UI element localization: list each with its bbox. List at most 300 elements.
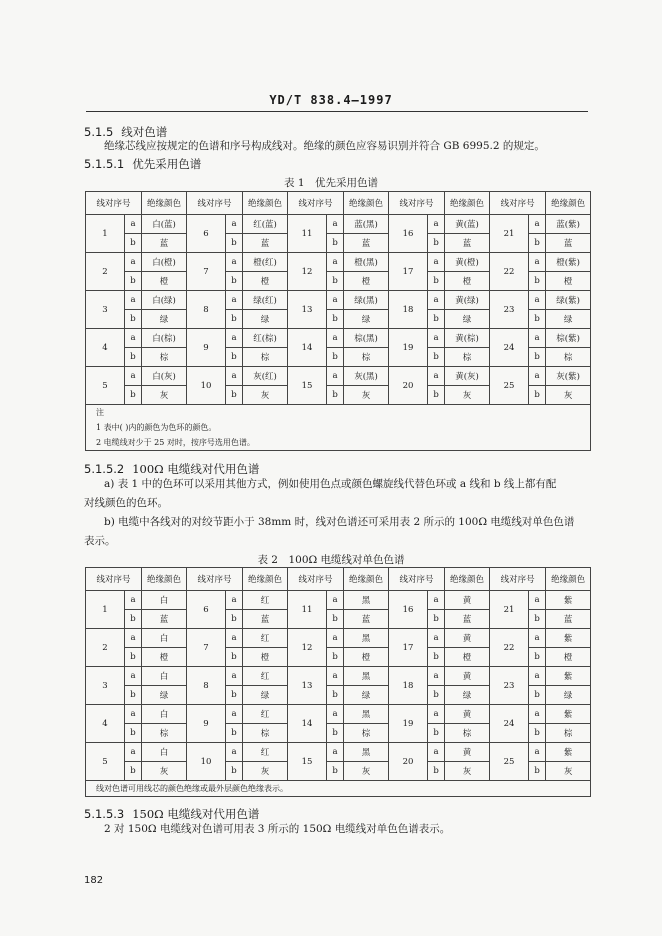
wire-a-label: a — [125, 291, 142, 310]
section-title: 优先采用色谱 — [132, 157, 202, 171]
wire-a-color: 黄(灰) — [445, 367, 490, 386]
wire-a-color: 紫 — [546, 743, 591, 762]
para-a-line2: 对线颜色的色环。 — [84, 497, 168, 509]
pair-number-cell: 17 — [389, 253, 428, 291]
wire-b-label: b — [529, 686, 546, 705]
section-number: 5.1.5.3 — [84, 807, 125, 821]
wire-b-label: b — [529, 234, 546, 253]
wire-a-label: a — [125, 743, 142, 762]
wire-b-label: b — [226, 272, 243, 291]
wire-b-label: b — [327, 386, 344, 405]
wire-b-label: b — [327, 234, 344, 253]
wire-b-color: 橙 — [142, 272, 187, 291]
pair-number-cell: 6 — [187, 591, 226, 629]
para-b-line2: 表示。 — [84, 535, 116, 547]
wire-a-label: a — [327, 367, 344, 386]
table-row — [86, 215, 591, 234]
wire-b-label: b — [428, 648, 445, 667]
pair-number-cell: 17 — [389, 629, 428, 667]
wire-a-color: 黄 — [445, 629, 490, 648]
pair-number-cell: 3 — [86, 667, 125, 705]
wire-b-color: 蓝 — [546, 610, 591, 629]
wire-b-color: 棕 — [344, 724, 389, 743]
wire-a-label: a — [529, 629, 546, 648]
wire-b-color: 棕 — [142, 348, 187, 367]
wire-a-color: 橙(红) — [243, 253, 288, 272]
section-number: 5.1.5 — [84, 125, 114, 139]
wire-a-color: 绿(红) — [243, 291, 288, 310]
pair-number-cell: 15 — [288, 743, 327, 781]
wire-b-color: 蓝 — [445, 610, 490, 629]
pair-number-cell: 20 — [389, 743, 428, 781]
wire-b-color: 橙 — [243, 272, 288, 291]
wire-a-label: a — [529, 667, 546, 686]
pair-number-cell: 7 — [187, 629, 226, 667]
wire-b-label: b — [327, 648, 344, 667]
wire-a-color: 黄 — [445, 743, 490, 762]
wire-b-color: 棕 — [445, 724, 490, 743]
para-b-line1: b) 电缆中各线对的对绞节距小于 38mm 时，线对色谱还可采用表 2 所示的 100Ω 电缆线对单色色谱 — [104, 516, 575, 528]
wire-a-label: a — [529, 743, 546, 762]
wire-a-label: a — [529, 215, 546, 234]
wire-b-color: 绿 — [546, 310, 591, 329]
pair-number-cell: 25 — [490, 743, 529, 781]
wire-b-color: 灰 — [344, 762, 389, 781]
wire-a-label: a — [125, 215, 142, 234]
wire-b-color: 棕 — [243, 348, 288, 367]
wire-a-color: 蓝(紫) — [546, 215, 591, 234]
wire-b-color: 绿 — [344, 310, 389, 329]
section-5-1-5-3-text: 2 对 150Ω 电缆线对色谱可用表 3 所示的 150Ω 电缆线对单色色谱表示。 — [104, 823, 451, 835]
table-row — [86, 253, 591, 272]
pair-number-cell: 4 — [86, 329, 125, 367]
wire-a-color: 红 — [243, 743, 288, 762]
wire-b-label: b — [226, 386, 243, 405]
wire-b-label: b — [529, 724, 546, 743]
pair-number-cell: 19 — [389, 705, 428, 743]
col-header-pair-number: 线对序号 — [288, 192, 344, 215]
wire-b-color: 绿 — [445, 310, 490, 329]
wire-b-label: b — [428, 348, 445, 367]
wire-a-label: a — [327, 743, 344, 762]
pair-number-cell: 6 — [187, 215, 226, 253]
col-header-pair-number: 线对序号 — [86, 192, 142, 215]
wire-a-label: a — [529, 705, 546, 724]
wire-b-label: b — [529, 762, 546, 781]
wire-b-label: b — [428, 724, 445, 743]
table-row — [86, 629, 591, 648]
table-note — [86, 405, 591, 451]
pair-number-cell: 2 — [86, 629, 125, 667]
wire-b-color: 灰 — [142, 386, 187, 405]
pair-number-cell: 12 — [288, 253, 327, 291]
section-title: 线对色谱 — [121, 125, 168, 139]
wire-b-label: b — [428, 686, 445, 705]
wire-b-color: 橙 — [546, 272, 591, 291]
wire-b-label: b — [327, 724, 344, 743]
pair-number-cell: 24 — [490, 329, 529, 367]
wire-a-label: a — [125, 705, 142, 724]
wire-a-label: a — [428, 629, 445, 648]
wire-a-label: a — [226, 253, 243, 272]
wire-b-label: b — [125, 648, 142, 667]
wire-b-label: b — [125, 348, 142, 367]
col-header-pair-number: 线对序号 — [288, 568, 344, 591]
wire-b-color: 蓝 — [243, 234, 288, 253]
wire-b-label: b — [125, 272, 142, 291]
pair-number-cell: 11 — [288, 591, 327, 629]
wire-b-color: 绿 — [445, 686, 490, 705]
wire-a-label: a — [428, 705, 445, 724]
col-header-insulation-color: 绝缘颜色 — [344, 568, 389, 591]
pair-number-cell: 1 — [86, 591, 125, 629]
col-header-pair-number: 线对序号 — [86, 568, 142, 591]
para-a-line1: a) 表 1 中的色环可以采用其他方式，例如使用色点或颜色螺旋线代替色环或 a 线和 b 线上都有配 — [104, 478, 557, 490]
wire-b-color: 棕 — [546, 724, 591, 743]
pair-number-cell: 2 — [86, 253, 125, 291]
wire-b-label: b — [428, 610, 445, 629]
table-row — [86, 743, 591, 762]
wire-b-label: b — [428, 762, 445, 781]
wire-b-color: 棕 — [546, 348, 591, 367]
wire-b-label: b — [529, 272, 546, 291]
wire-b-label: b — [428, 310, 445, 329]
pair-number-cell: 1 — [86, 215, 125, 253]
section-5-1-5-1-heading — [84, 156, 201, 172]
col-header-insulation-color: 绝缘颜色 — [243, 192, 288, 215]
wire-b-label: b — [226, 610, 243, 629]
wire-a-color: 白(蓝) — [142, 215, 187, 234]
wire-b-label: b — [327, 610, 344, 629]
pair-number-cell: 25 — [490, 367, 529, 405]
pair-number-cell: 10 — [187, 367, 226, 405]
wire-a-label: a — [428, 253, 445, 272]
wire-b-color: 棕 — [142, 724, 187, 743]
wire-a-color: 棕(紫) — [546, 329, 591, 348]
wire-a-label: a — [428, 215, 445, 234]
wire-b-label: b — [529, 348, 546, 367]
wire-b-color: 橙 — [445, 648, 490, 667]
wire-a-color: 蓝(黑) — [344, 215, 389, 234]
pair-number-cell: 22 — [490, 253, 529, 291]
wire-a-color: 白(灰) — [142, 367, 187, 386]
wire-a-label: a — [529, 329, 546, 348]
pair-number-cell: 19 — [389, 329, 428, 367]
table-row — [86, 705, 591, 724]
pair-number-cell: 13 — [288, 667, 327, 705]
pair-number-cell: 11 — [288, 215, 327, 253]
wire-a-label: a — [428, 367, 445, 386]
section-title: 150Ω 电缆线对代用色谱 — [132, 807, 260, 821]
col-header-insulation-color: 绝缘颜色 — [445, 568, 490, 591]
table-header-row — [86, 568, 591, 591]
pair-number-cell: 18 — [389, 667, 428, 705]
wire-a-label: a — [125, 591, 142, 610]
pair-number-cell: 12 — [288, 629, 327, 667]
wire-a-label: a — [529, 591, 546, 610]
wire-a-color: 黑 — [344, 629, 389, 648]
wire-b-color: 蓝 — [142, 234, 187, 253]
wire-b-color: 蓝 — [142, 610, 187, 629]
wire-a-label: a — [327, 667, 344, 686]
wire-b-label: b — [125, 724, 142, 743]
wire-a-label: a — [125, 329, 142, 348]
wire-a-color: 黄 — [445, 591, 490, 610]
wire-a-color: 灰(紫) — [546, 367, 591, 386]
table-row — [86, 591, 591, 610]
wire-b-color: 绿 — [344, 686, 389, 705]
wire-b-color: 蓝 — [243, 610, 288, 629]
wire-a-label: a — [327, 329, 344, 348]
wire-b-label: b — [327, 762, 344, 781]
wire-b-label: b — [226, 686, 243, 705]
pair-number-cell: 20 — [389, 367, 428, 405]
table-row — [86, 667, 591, 686]
table2-caption: 表 2 100Ω 电缆线对单色色谱 — [257, 554, 405, 566]
wire-a-color: 黑 — [344, 705, 389, 724]
wire-a-color: 灰(黑) — [344, 367, 389, 386]
wire-b-color: 橙 — [344, 272, 389, 291]
wire-a-color: 黄(绿) — [445, 291, 490, 310]
wire-a-label: a — [428, 291, 445, 310]
pair-number-cell: 8 — [187, 667, 226, 705]
wire-a-label: a — [226, 667, 243, 686]
wire-a-label: a — [327, 591, 344, 610]
wire-b-color: 橙 — [243, 648, 288, 667]
wire-b-label: b — [529, 610, 546, 629]
pair-number-cell: 18 — [389, 291, 428, 329]
wire-b-label: b — [125, 686, 142, 705]
wire-a-label: a — [327, 253, 344, 272]
table-row — [86, 291, 591, 310]
wire-b-color: 绿 — [243, 686, 288, 705]
col-header-pair-number: 线对序号 — [389, 568, 445, 591]
wire-b-label: b — [125, 386, 142, 405]
pair-number-cell: 16 — [389, 215, 428, 253]
table1-caption: 表 1 优先采用色谱 — [283, 177, 379, 189]
wire-b-label: b — [428, 234, 445, 253]
pair-number-cell: 21 — [490, 215, 529, 253]
wire-b-color: 蓝 — [344, 610, 389, 629]
wire-a-color: 绿(紫) — [546, 291, 591, 310]
wire-b-label: b — [125, 610, 142, 629]
wire-a-label: a — [226, 591, 243, 610]
wire-a-color: 紫 — [546, 705, 591, 724]
wire-a-label: a — [125, 667, 142, 686]
wire-a-color: 黑 — [344, 667, 389, 686]
wire-b-color: 蓝 — [546, 234, 591, 253]
wire-a-label: a — [226, 215, 243, 234]
pair-number-cell: 23 — [490, 291, 529, 329]
wire-b-label: b — [226, 762, 243, 781]
wire-a-color: 黑 — [344, 591, 389, 610]
note-line: 1 表中( )内的颜色为色环的颜色。 — [96, 423, 217, 432]
wire-a-color: 红(棕) — [243, 329, 288, 348]
col-header-pair-number: 线对序号 — [389, 192, 445, 215]
wire-b-label: b — [226, 648, 243, 667]
wire-a-label: a — [226, 629, 243, 648]
table-note-row — [86, 405, 591, 451]
wire-b-color: 蓝 — [445, 234, 490, 253]
wire-b-color: 橙 — [445, 272, 490, 291]
pair-number-cell: 13 — [288, 291, 327, 329]
wire-b-color: 灰 — [546, 762, 591, 781]
page-number: 182 — [84, 875, 104, 886]
wire-b-color: 橙 — [546, 648, 591, 667]
wire-b-label: b — [226, 724, 243, 743]
pair-number-cell: 23 — [490, 667, 529, 705]
wire-a-label: a — [529, 367, 546, 386]
pair-number-cell: 15 — [288, 367, 327, 405]
wire-a-label: a — [327, 705, 344, 724]
wire-b-color: 灰 — [344, 386, 389, 405]
wire-a-label: a — [428, 591, 445, 610]
wire-b-color: 灰 — [243, 762, 288, 781]
col-header-insulation-color: 绝缘颜色 — [142, 192, 187, 215]
wire-b-color: 绿 — [142, 686, 187, 705]
wire-a-color: 白 — [142, 591, 187, 610]
wire-a-color: 绿(黑) — [344, 291, 389, 310]
wire-b-color: 灰 — [445, 386, 490, 405]
wire-a-color: 白(棕) — [142, 329, 187, 348]
wire-a-color: 黄(蓝) — [445, 215, 490, 234]
wire-b-label: b — [226, 348, 243, 367]
table-note-row — [86, 781, 591, 797]
section-number: 5.1.5.1 — [84, 157, 125, 171]
wire-a-color: 黄 — [445, 667, 490, 686]
wire-b-label: b — [327, 310, 344, 329]
wire-a-label: a — [428, 667, 445, 686]
wire-a-label: a — [327, 629, 344, 648]
wire-b-label: b — [125, 310, 142, 329]
wire-a-color: 白 — [142, 743, 187, 762]
wire-a-color: 白(绿) — [142, 291, 187, 310]
col-header-pair-number: 线对序号 — [490, 568, 546, 591]
wire-b-color: 橙 — [344, 648, 389, 667]
wire-a-color: 紫 — [546, 667, 591, 686]
table-row — [86, 367, 591, 386]
wire-b-color: 绿 — [546, 686, 591, 705]
table-header-row — [86, 192, 591, 215]
wire-b-color: 灰 — [445, 762, 490, 781]
wire-b-color: 灰 — [546, 386, 591, 405]
pair-number-cell: 9 — [187, 329, 226, 367]
wire-a-color: 黄(橙) — [445, 253, 490, 272]
wire-b-label: b — [428, 272, 445, 291]
wire-a-label: a — [226, 705, 243, 724]
pair-number-cell: 24 — [490, 705, 529, 743]
section-title: 100Ω 电缆线对代用色谱 — [132, 462, 260, 476]
wire-a-color: 红 — [243, 705, 288, 724]
wire-a-label: a — [226, 743, 243, 762]
pair-number-cell: 5 — [86, 743, 125, 781]
note-line: 2 电缆线对少于 25 对时，按序号选用色谱。 — [96, 438, 255, 447]
wire-a-color: 红 — [243, 667, 288, 686]
wire-a-color: 紫 — [546, 629, 591, 648]
col-header-pair-number: 线对序号 — [490, 192, 546, 215]
wire-a-label: a — [125, 253, 142, 272]
pair-number-cell: 3 — [86, 291, 125, 329]
wire-a-color: 黄(棕) — [445, 329, 490, 348]
wire-b-color: 棕 — [445, 348, 490, 367]
pair-number-cell: 4 — [86, 705, 125, 743]
table1-color-code — [85, 191, 591, 451]
wire-a-color: 橙(黑) — [344, 253, 389, 272]
section-5-1-5-text: 绝缘芯线应按规定的色谱和序号构成线对。绝缘的颜色应容易识别并符合 GB 6995.2 的规定。 — [104, 140, 545, 152]
col-header-insulation-color: 绝缘颜色 — [546, 568, 591, 591]
pair-number-cell: 14 — [288, 329, 327, 367]
wire-a-color: 橙(紫) — [546, 253, 591, 272]
wire-a-label: a — [125, 367, 142, 386]
wire-b-color: 棕 — [243, 724, 288, 743]
wire-b-label: b — [529, 310, 546, 329]
pair-number-cell: 14 — [288, 705, 327, 743]
wire-b-color: 棕 — [344, 348, 389, 367]
pair-number-cell: 5 — [86, 367, 125, 405]
wire-a-color: 白 — [142, 629, 187, 648]
wire-a-label: a — [226, 367, 243, 386]
table-row — [86, 329, 591, 348]
pair-number-cell: 7 — [187, 253, 226, 291]
wire-b-color: 蓝 — [344, 234, 389, 253]
wire-b-label: b — [226, 310, 243, 329]
wire-a-color: 黑 — [344, 743, 389, 762]
col-header-pair-number: 线对序号 — [187, 568, 243, 591]
wire-b-label: b — [327, 686, 344, 705]
wire-a-label: a — [226, 291, 243, 310]
wire-a-label: a — [226, 329, 243, 348]
wire-a-color: 紫 — [546, 591, 591, 610]
document-code-header: YD/T 838.4—1997 — [269, 93, 393, 107]
wire-a-label: a — [428, 329, 445, 348]
col-header-insulation-color: 绝缘颜色 — [344, 192, 389, 215]
wire-a-label: a — [327, 291, 344, 310]
wire-a-color: 棕(黑) — [344, 329, 389, 348]
note-line: 注 — [96, 408, 104, 417]
wire-b-label: b — [125, 234, 142, 253]
wire-a-label: a — [327, 215, 344, 234]
col-header-insulation-color: 绝缘颜色 — [243, 568, 288, 591]
section-number: 5.1.5.2 — [84, 462, 125, 476]
pair-number-cell: 22 — [490, 629, 529, 667]
wire-a-color: 黄 — [445, 705, 490, 724]
wire-b-label: b — [529, 648, 546, 667]
col-header-pair-number: 线对序号 — [187, 192, 243, 215]
wire-b-color: 橙 — [142, 648, 187, 667]
col-header-insulation-color: 绝缘颜色 — [445, 192, 490, 215]
pair-number-cell: 21 — [490, 591, 529, 629]
wire-b-color: 灰 — [142, 762, 187, 781]
wire-a-color: 红(蓝) — [243, 215, 288, 234]
pair-number-cell: 16 — [389, 591, 428, 629]
wire-b-label: b — [428, 386, 445, 405]
header-rule — [86, 111, 588, 112]
wire-b-label: b — [125, 762, 142, 781]
wire-a-color: 红 — [243, 591, 288, 610]
table-note: 线对色谱可用线芯的颜色绝缘或最外层颜色绝缘表示。 — [86, 781, 591, 797]
wire-b-label: b — [327, 272, 344, 291]
col-header-insulation-color: 绝缘颜色 — [142, 568, 187, 591]
wire-a-color: 白 — [142, 705, 187, 724]
wire-b-label: b — [529, 386, 546, 405]
wire-a-label: a — [529, 291, 546, 310]
wire-a-color: 红 — [243, 629, 288, 648]
wire-a-label: a — [428, 743, 445, 762]
wire-b-label: b — [226, 234, 243, 253]
table2-color-code — [85, 567, 591, 797]
wire-b-label: b — [327, 348, 344, 367]
pair-number-cell: 9 — [187, 705, 226, 743]
